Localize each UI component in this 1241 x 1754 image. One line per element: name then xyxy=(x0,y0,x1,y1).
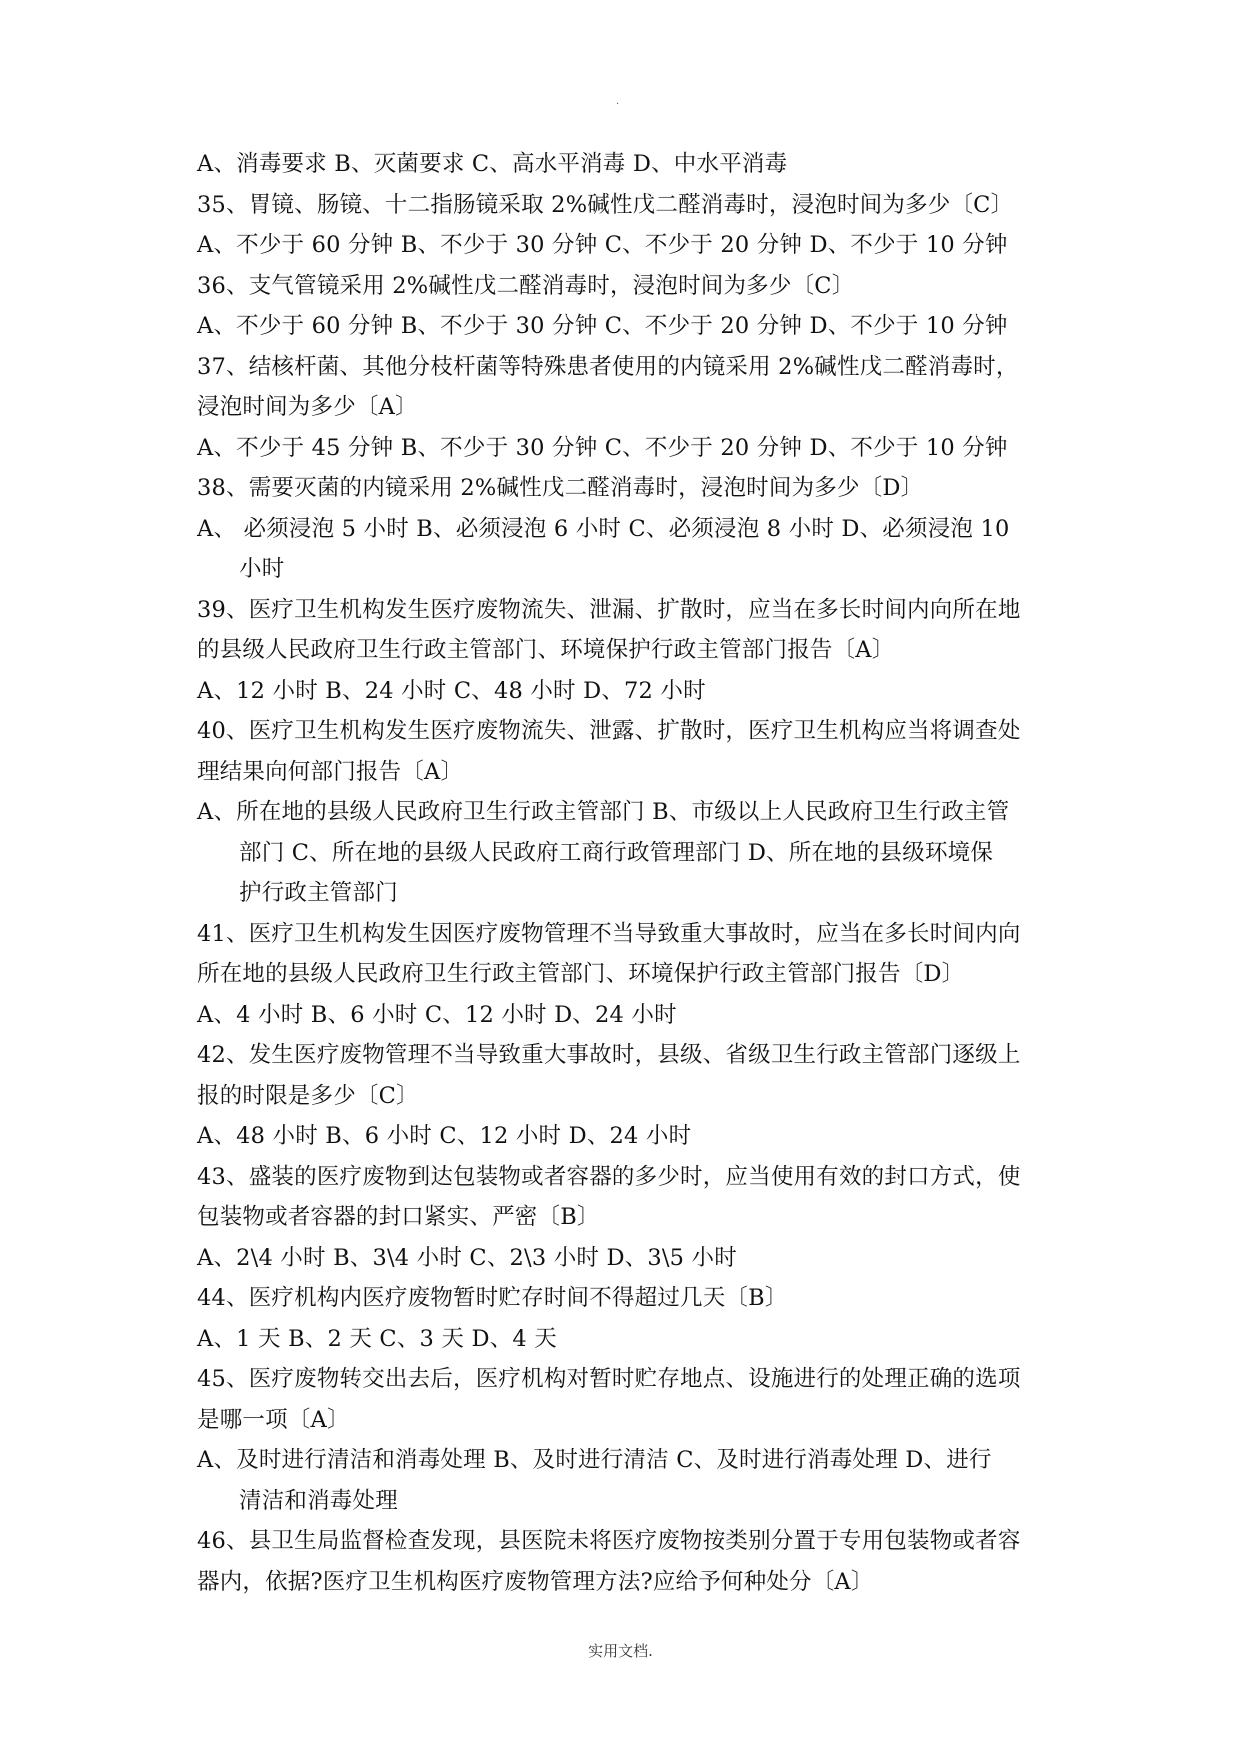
question-45: 45、医疗废物转交出去后，医疗机构对暂时贮存地点、设施进行的处理正确的选项 xyxy=(197,1366,1021,1392)
question-list xyxy=(197,144,1125,1602)
options-line-cont: 小时 xyxy=(239,556,285,582)
question-37: 37、结核杆菌、其他分枝杆菌等特殊患者使用的内镜采用 2%碱性戊二醛消毒时， xyxy=(197,353,1019,380)
question-37-cont: 浸泡时间为多少〔A〕 xyxy=(197,394,418,420)
question-41-cont: 所在地的县级人民政府卫生行政主管部门、环境保护行政主管部门报告〔D〕 xyxy=(197,961,965,987)
options-line: A、 必须浸泡 5 小时 B、必须浸泡 6 小时 C、必须浸泡 8 小时 D、必须浸泡 10 xyxy=(197,515,1010,542)
options-line-cont: 清洁和消毒处理 xyxy=(239,1487,398,1514)
question-43-cont: 包装物或者容器的封口紧实、严密〔B〕 xyxy=(197,1204,600,1230)
question-42: 42、发生医疗废物管理不当导致重大事故时，县级、省级卫生行政主管部门逐级上 xyxy=(197,1042,1021,1068)
question-46: 46、县卫生局监督检查发现，县医院未将医疗废物按类别分置于专用包装物或者容 xyxy=(197,1528,1021,1554)
question-35: 35、胃镜、肠镜、十二指肠镜采取 2%碱性戊二醛消毒时，浸泡时间为多少〔C〕 xyxy=(197,191,1014,218)
options-line: A、所在地的县级人民政府卫生行政主管部门 B、市级以上人民政府卫生行政主管 xyxy=(197,799,1010,825)
question-42-cont: 报的时限是多少〔C〕 xyxy=(197,1082,419,1109)
question-39-cont: 的县级人民政府卫生行政主管部门、环境保护行政主管部门报告〔A〕 xyxy=(197,637,895,663)
options-line: A、48 小时 B、6 小时 C、12 小时 D、24 小时 xyxy=(197,1123,692,1149)
question-43: 43、盛装的医疗废物到达包装物或者容器的多少时，应当使用有效的封口方式，使 xyxy=(197,1163,1021,1190)
question-45-cont: 是哪一项〔A〕 xyxy=(197,1406,350,1433)
page-footer: 实用文档. xyxy=(588,1642,653,1660)
header-mark: . xyxy=(616,96,620,107)
options-line-cont: 部门 C、所在地的县级人民政府工商行政管理部门 D、所在地的县级环境保 xyxy=(239,839,994,866)
question-40: 40、医疗卫生机构发生医疗废物流失、泄露、扩散时，医疗卫生机构应当将调查处 xyxy=(197,718,1021,744)
question-46-cont: 器内，依据?医疗卫生机构医疗废物管理方法?应给予何种处分〔A〕 xyxy=(197,1568,874,1595)
question-41: 41、医疗卫生机构发生因医疗废物管理不当导致重大事故时，应当在多长时间内向 xyxy=(197,920,1021,947)
question-40-cont: 理结果向何部门报告〔A〕 xyxy=(197,758,464,785)
question-44: 44、医疗机构内医疗废物暂时贮存时间不得超过几天〔B〕 xyxy=(197,1285,788,1311)
options-line: A、及时进行清洁和消毒处理 B、及时进行清洁 C、及时进行消毒处理 D、进行 xyxy=(197,1447,992,1473)
options-line: A、不少于 60 分钟 B、不少于 30 分钟 C、不少于 20 分钟 D、不少于 10 分钟 xyxy=(197,313,1008,339)
options-line: A、不少于 60 分钟 B、不少于 30 分钟 C、不少于 20 分钟 D、不少于 10 分钟 xyxy=(197,232,1008,258)
options-line: A、2\4 小时 B、3\4 小时 C、2\3 小时 D、3\5 小时 xyxy=(197,1244,737,1271)
options-line: A、12 小时 B、24 小时 C、48 小时 D、72 小时 xyxy=(197,677,706,704)
options-line-cont: 护行政主管部门 xyxy=(239,880,398,906)
question-36: 36、支气管镜采用 2%碱性戊二醛消毒时，浸泡时间为多少〔C〕 xyxy=(197,272,855,299)
options-line: A、消毒要求 B、灭菌要求 C、高水平消毒 D、中水平消毒 xyxy=(197,151,788,177)
options-line: A、1 天 B、2 天 C、3 天 D、4 天 xyxy=(197,1325,557,1352)
question-39: 39、医疗卫生机构发生医疗废物流失、泄漏、扩散时，应当在多长时间内向所在地 xyxy=(197,596,1021,623)
options-line: A、4 小时 B、6 小时 C、12 小时 D、24 小时 xyxy=(197,1001,677,1028)
question-38: 38、需要灭菌的内镜采用 2%碱性戊二醛消毒时，浸泡时间为多少〔D〕 xyxy=(197,475,924,501)
options-line: A、不少于 45 分钟 B、不少于 30 分钟 C、不少于 20 分钟 D、不少于 10 分钟 xyxy=(197,434,1008,461)
